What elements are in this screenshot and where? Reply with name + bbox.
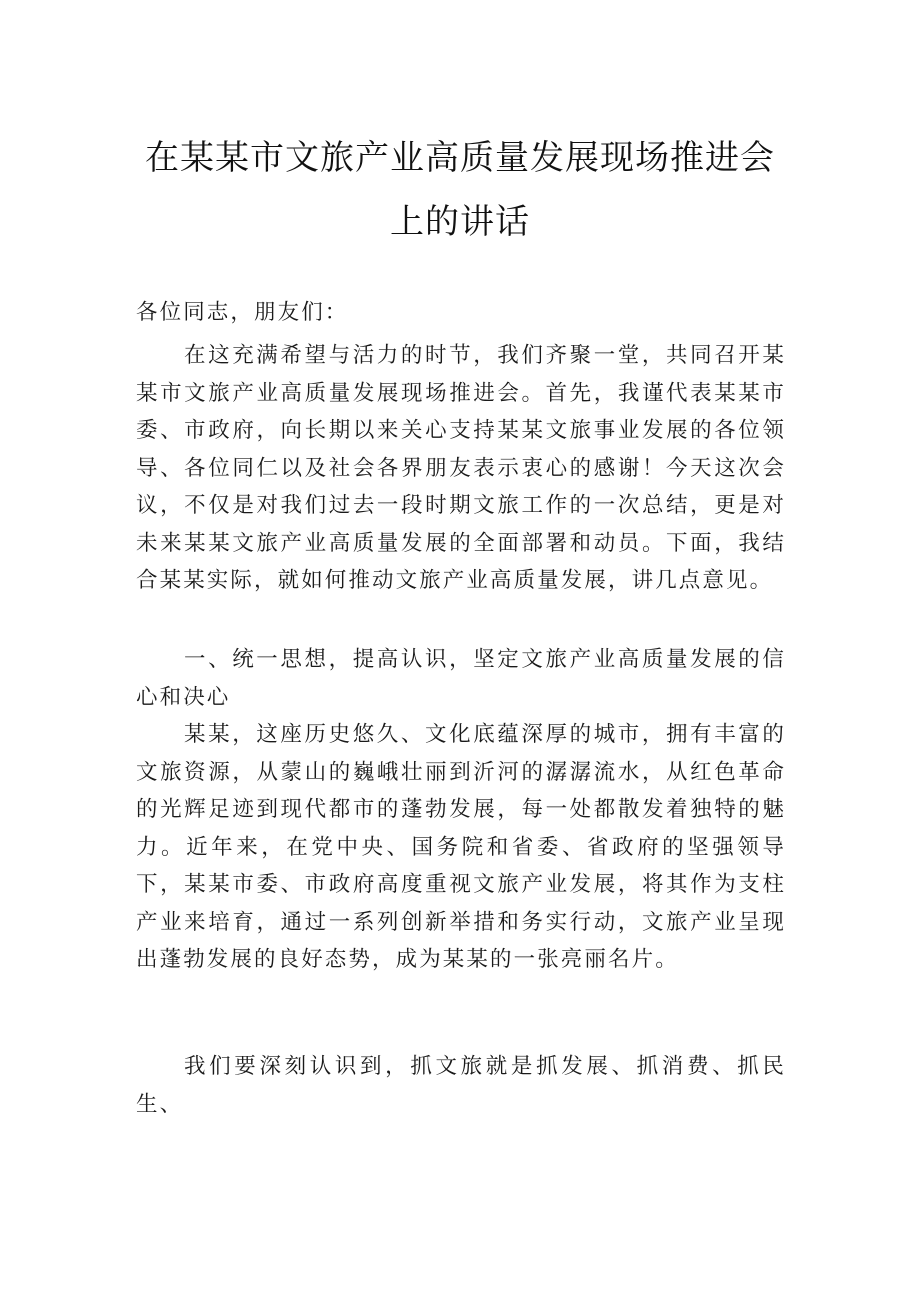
document-title-line-2: 上的讲话 [390, 202, 530, 242]
paragraph-understanding: 我们要深刻认识到，抓文旅就是抓发展、抓消费、抓民生、 [136, 1054, 786, 1117]
paragraph-opening: 在这充满希望与活力的时节，我们齐聚一堂，共同召开某某市文旅产业高质量发展现场推进会。首先，我谨代表某某市委、市政府，向长期以来关心支持某某文旅事业发展的各位领导、各位同仁以及社会各界朋友表示衷心的感谢！今天这次会议，不仅是对我们过去一段时期文旅工作的一次总结，更是对未来某某文旅产业高质量发展的全面部署和动员。下面，我结合某某实际，就如何推动文旅产业高质量发展，讲几点意见。 [136, 343, 786, 593]
document-title-line-1: 在某某市文旅产业高质量发展现场推进会 [145, 138, 775, 178]
paragraph-city-overview: 某某，这座历史悠久、文化底蕴深厚的城市，拥有丰富的文旅资源，从蒙山的巍峨壮丽到沂河的潺潺流水，从红色革命的光辉足迹到现代都市的蓬勃发展，每一处都散发着独特的魅力。近年来，在党中央、国务院和省委、省政府的坚强领导下，某某市委、市政府高度重视文旅产业发展，将其作为支柱产业来培育，通过一系列创新举措和务实行动，文旅产业呈现出蓬勃发展的良好态势，成为某某的一张亮丽名片。 [136, 722, 786, 972]
section-heading-1: 一、统一思想，提高认识，坚定文旅产业高质量发展的信心和决心 [136, 647, 786, 710]
greeting: 各位同志，朋友们： [136, 300, 349, 325]
